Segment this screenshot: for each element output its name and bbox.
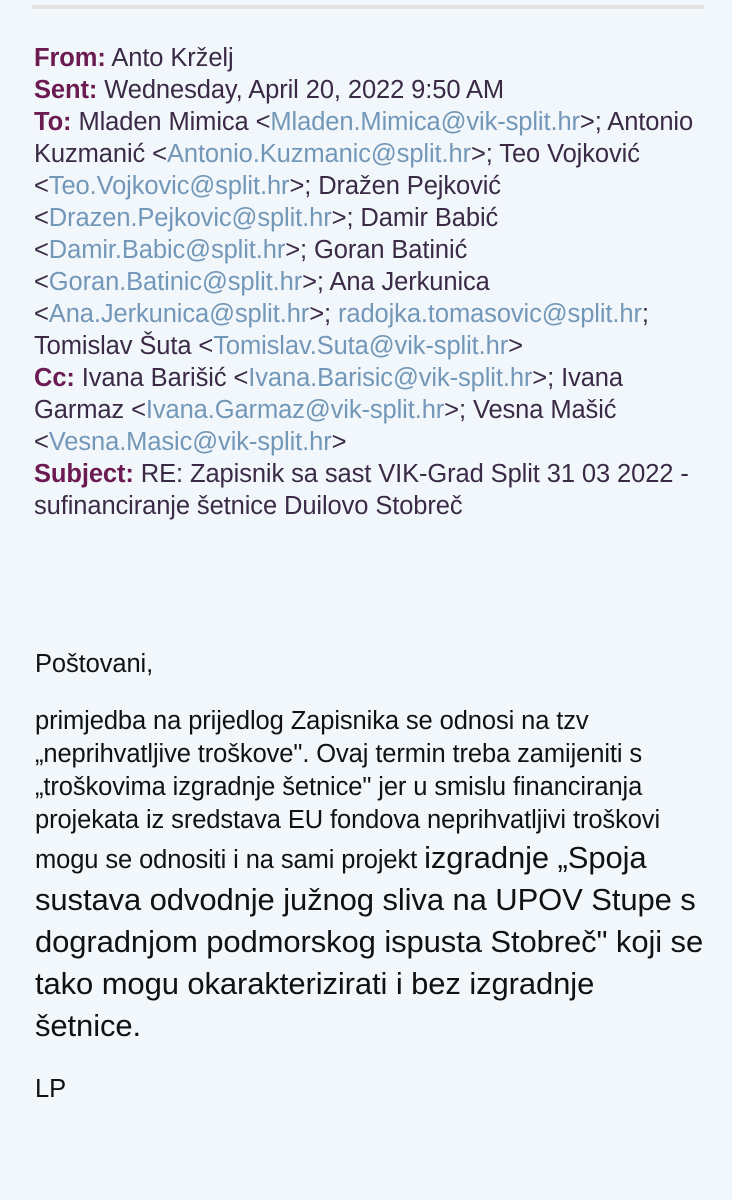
recipient-bracket-close: >: [285, 236, 301, 264]
header-field-from: [34, 42, 706, 74]
recipient-email[interactable]: Ivana.Garmaz@vik-split.hr: [145, 396, 445, 424]
recipient-bracket-close: >: [289, 172, 305, 200]
header-field-subject: [34, 460, 689, 520]
recipient-email[interactable]: Vesna.Masic@vik-split.hr: [48, 428, 332, 456]
recipient-email[interactable]: Goran.Batinic@split.hr: [48, 268, 303, 296]
recipient-name: Ivana Garmaz: [34, 364, 623, 424]
recipient-bracket-open: <: [34, 428, 49, 456]
recipient-email[interactable]: Antonio.Kuzmanic@split.hr: [166, 140, 471, 168]
recipient-bracket-close: >: [309, 300, 324, 328]
recipient-bracket-close: >: [331, 428, 347, 456]
body-main-paragraph: [35, 705, 707, 1047]
body-paragraph-small: primjedba na prijedlog Zapisnika se odnosi na tzv „neprihvatljive troškove". Ovaj termin treba zamijeniti s „troškovima izgradnje šetnice" jer u smislu financiranja projekata iz sredstava EU fondova neprihvatljivi troškovi mogu se odnositi i na sami projekt: [35, 707, 661, 874]
recipient-bracket-open: <: [34, 204, 49, 232]
email-body: [35, 648, 707, 1106]
recipient-separator: ;: [547, 364, 562, 392]
recipient-bracket-close: >: [331, 204, 347, 232]
recipient-email[interactable]: Drazen.Pejkovic@split.hr: [48, 204, 332, 232]
recipient-name: Goran Batinić: [314, 236, 468, 264]
sent-value: Wednesday, April 20, 2022 9:50 AM: [104, 76, 505, 104]
from-value: Anto Krželj: [111, 44, 234, 72]
recipient-email[interactable]: Damir.Babic@split.hr: [48, 236, 286, 264]
recipient-name: Ivana Barišić: [81, 364, 234, 392]
recipient-email[interactable]: Ivana.Barisic@vik-split.hr: [248, 364, 533, 392]
to-label: To:: [34, 108, 72, 136]
cc-label: Cc:: [34, 364, 75, 392]
recipient-email[interactable]: Tomislav.Suta@vik-split.hr: [213, 332, 509, 360]
recipient-separator: ;: [641, 300, 649, 328]
recipient-name: Tomislav Šuta: [34, 332, 199, 360]
recipient-name: Dražen Pejković: [318, 172, 501, 200]
sent-label: Sent:: [34, 76, 98, 104]
recipient-bracket-open: <: [198, 332, 214, 360]
header-field-to: [34, 108, 693, 360]
recipient-bracket-open: <: [34, 172, 49, 200]
recipient-separator: ;: [346, 204, 361, 232]
recipient-separator: ;: [323, 300, 338, 328]
recipient-bracket-open: <: [131, 396, 146, 424]
recipient-bracket-close: >: [444, 396, 459, 424]
recipient-bracket-close: >: [302, 268, 317, 296]
recipient-bracket-close: >: [579, 108, 595, 136]
to-recipient-list: [34, 108, 693, 360]
recipient-bracket-open: <: [255, 108, 271, 136]
subject-value: RE: Zapisnik sa sast VIK-Grad Split 31 03 2022 - sufinanciranje šetnice Duilovo Stobreč: [34, 460, 689, 520]
recipient-bracket-close: >: [532, 364, 548, 392]
recipient-separator: ;: [594, 108, 608, 136]
cc-recipient-list: [34, 364, 623, 456]
header-field-sent: [34, 74, 706, 106]
recipient-bracket-close: >: [508, 332, 523, 360]
recipient-separator: ;: [304, 172, 319, 200]
recipient-name: Damir Babić: [360, 204, 499, 232]
recipient-name: Ana Jerkunica: [329, 268, 490, 296]
recipient-separator: ;: [300, 236, 315, 264]
email-header-block: [34, 42, 706, 522]
recipient-name: Antonio Kuzmanić: [34, 108, 694, 168]
recipient-bracket-open: <: [233, 364, 249, 392]
body-greeting: Poštovani,: [35, 650, 154, 678]
subject-label: Subject:: [34, 460, 134, 488]
recipient-name: Teo Vojković: [499, 140, 640, 168]
recipient-separator: ;: [485, 140, 500, 168]
from-label: From:: [34, 44, 106, 72]
recipient-bracket-open: <: [34, 300, 49, 328]
recipient-bracket-open: <: [152, 140, 167, 168]
recipient-separator: ;: [316, 268, 330, 296]
body-signature: LP: [35, 1075, 67, 1103]
recipient-name: Vesna Mašić: [472, 396, 617, 424]
recipient-email[interactable]: radojka.tomasovic@split.hr: [337, 300, 642, 328]
top-divider: [32, 5, 704, 9]
recipient-email[interactable]: Mladen.Mimica@vik-split.hr: [270, 108, 580, 136]
recipient-bracket-open: <: [34, 236, 49, 264]
recipient-email[interactable]: Teo.Vojkovic@split.hr: [48, 172, 290, 200]
header-field-cc: [34, 364, 623, 456]
recipient-email[interactable]: Ana.Jerkunica@split.hr: [48, 300, 310, 328]
recipient-separator: ;: [458, 396, 473, 424]
body-paragraph-large: izgradnje „Spoja sustava odvodnje južnog sliva na UPOV Stupe s dogradnjom podmorskog ispusta Stobreč" koji se tako mogu okarakterizirati i bez izgradnje šetnice.: [35, 840, 704, 1043]
recipient-bracket-close: >: [470, 140, 486, 168]
recipient-bracket-open: <: [34, 268, 49, 296]
recipient-name: Mladen Mimica: [78, 108, 256, 136]
